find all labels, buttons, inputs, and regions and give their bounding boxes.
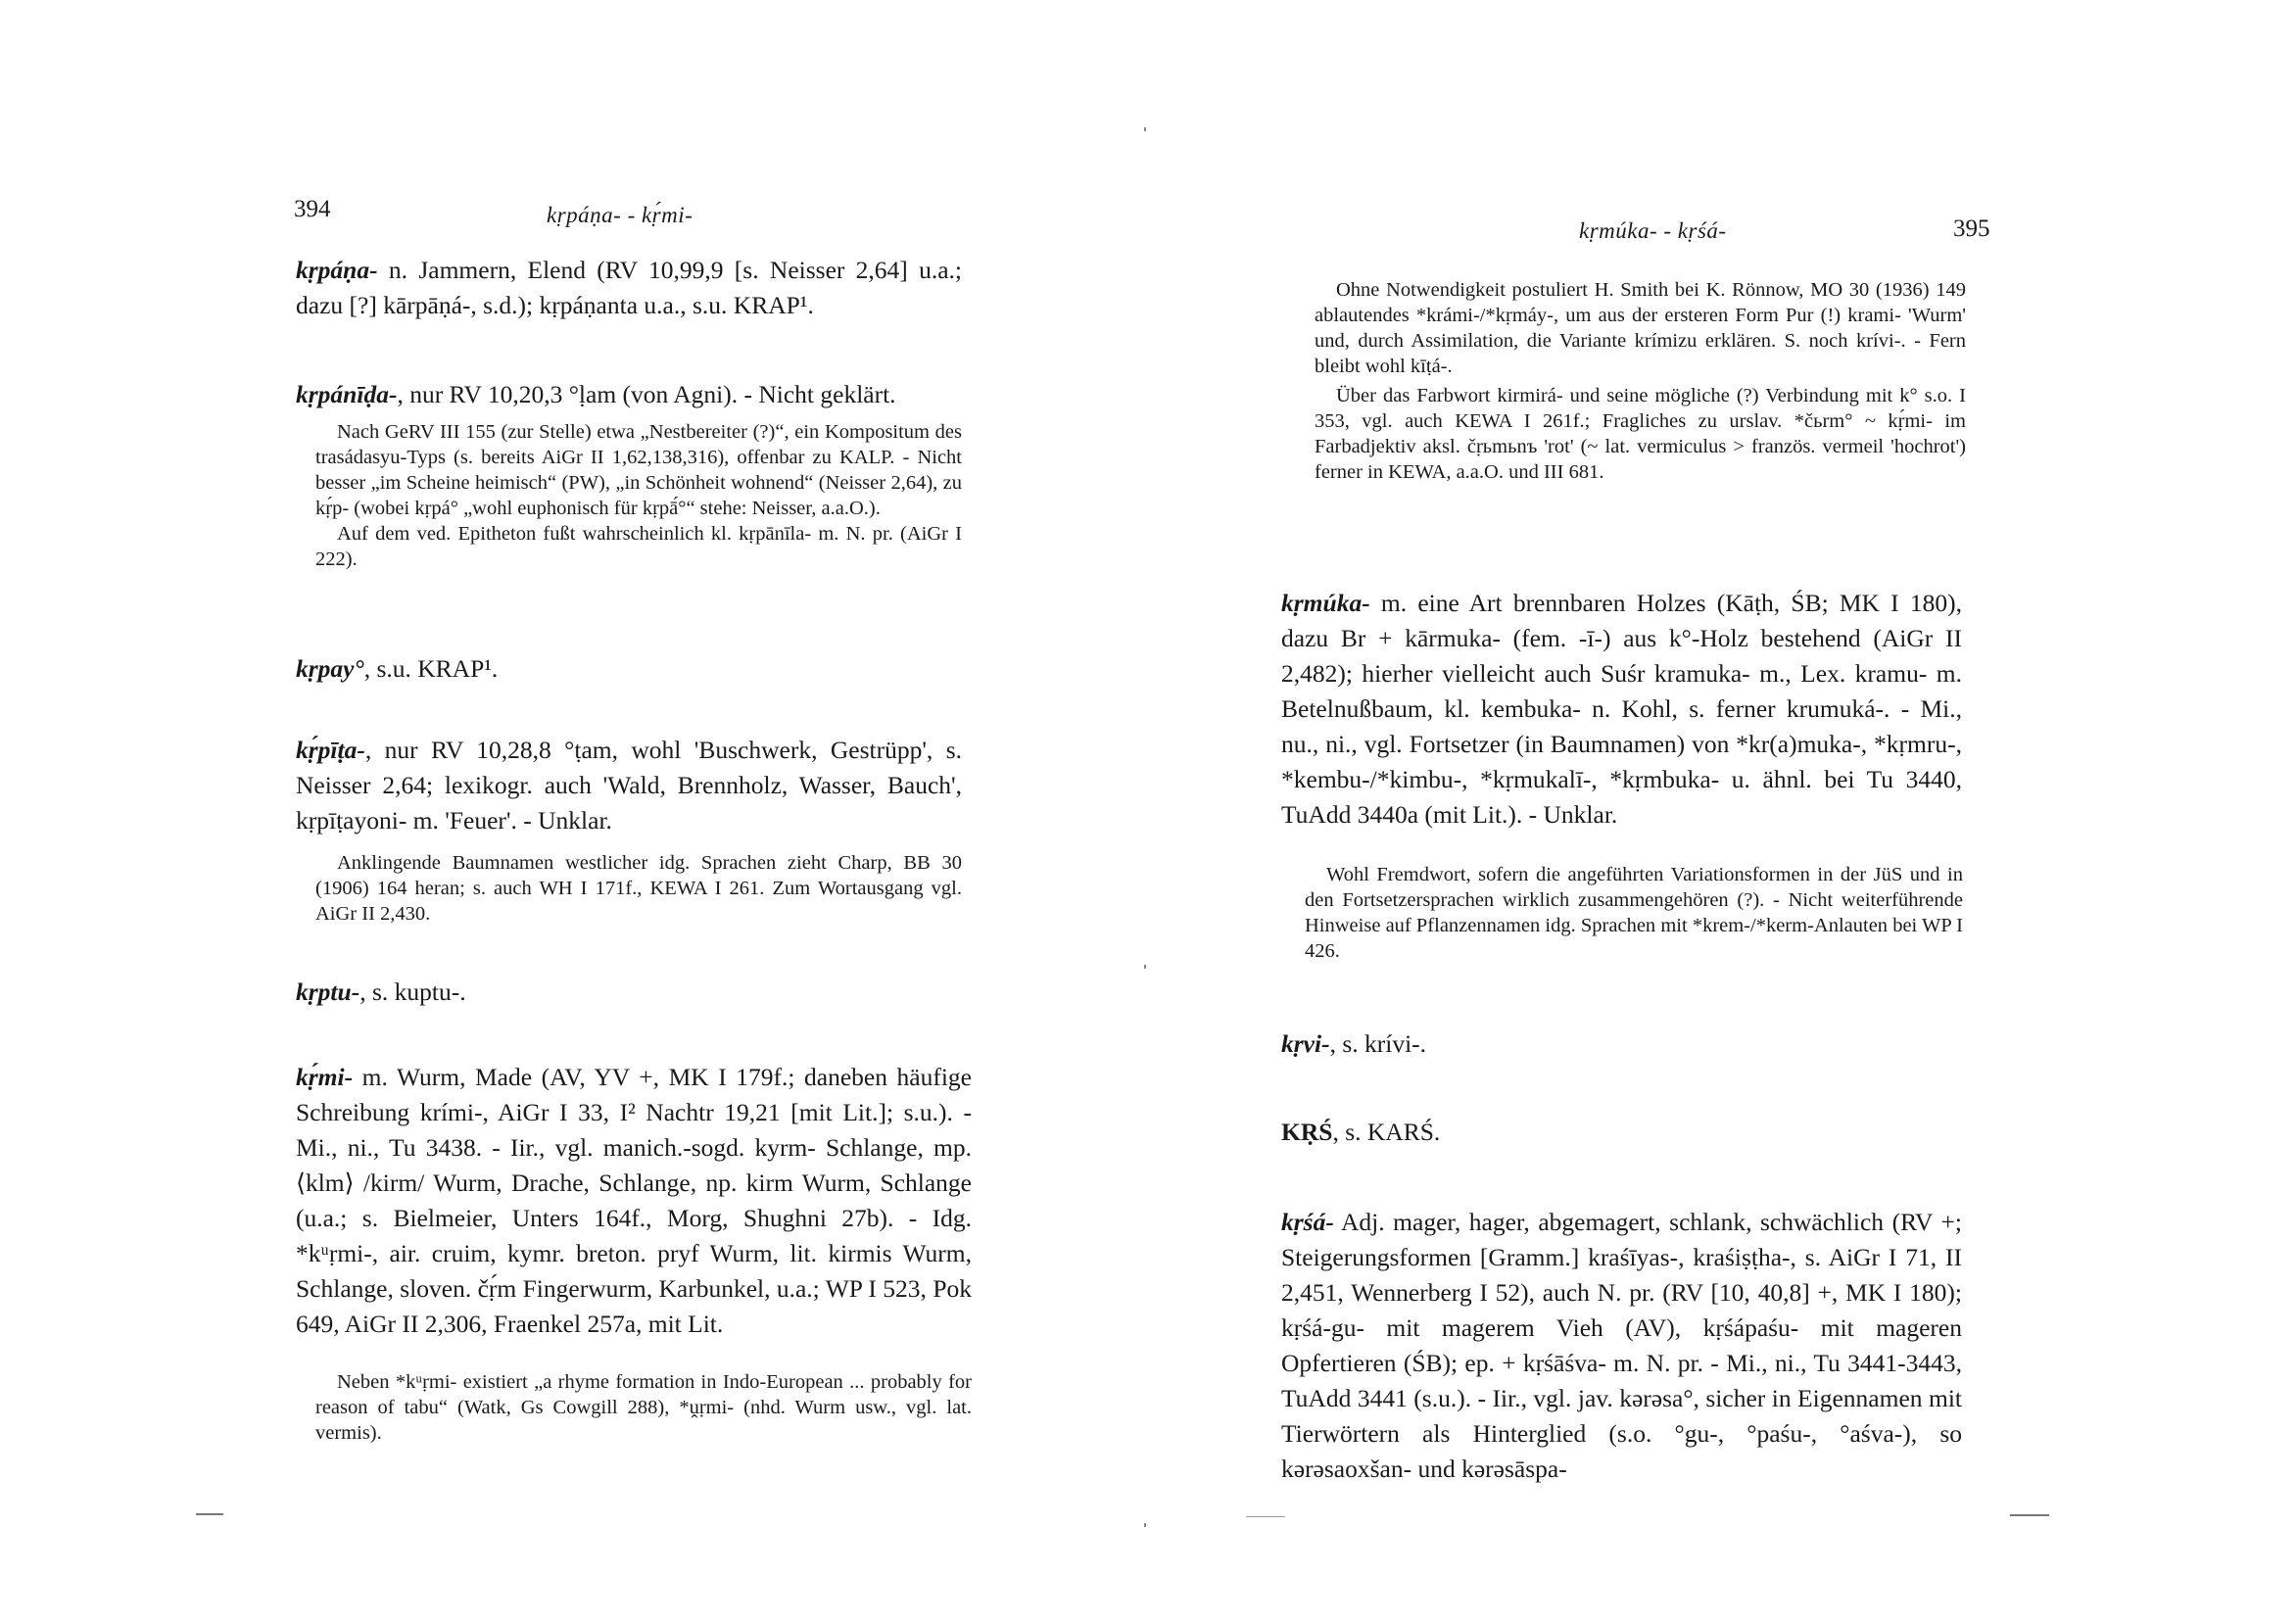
headword: kṛpay° <box>296 654 364 683</box>
entry-krsa <box>1281 1205 1962 1487</box>
entry-krmuka <box>1281 586 1962 833</box>
entry-text: , s.u. KRAP¹. <box>363 654 499 683</box>
left-running-head: kṛpáṇa- - kṛ́mi- <box>547 203 694 227</box>
note-paragraph: Wohl Fremdwort, sofern die angeführten Variationsformen in der JüS und in den Fortsetzersprachen wirklich zusammengehören (?). - Nicht weiterführende Hinweise auf Pflanzennamen idg. Sprachen mit *krem-/*kerm-Anlauten bei WP I 426. <box>1305 864 1963 962</box>
entry-krs-root <box>1281 1115 1957 1150</box>
entry-text: , nur RV 10,28,8 °ṭam, wohl 'Buschwerk, Gestrüpp', s. Neisser 2,64; lexikogr. auch 'Wald, Brennholz, Wasser, Bauch', kṛpīṭayoni- m. 'Feuer'. - Unklar. <box>296 736 962 835</box>
headword: kṛvi- <box>1281 1029 1330 1058</box>
entry-text: Adj. mager, hager, abgemagert, schlank, schwächlich (RV +; Steigerungsformen [Gramm.] kraśīyas-, kraśiṣṭha-, s. AiGr I 71, II 2,451, Wennerberg I 52), auch N. pr. (RV [10, 40,8] +, MK I 180); kṛśá-gu- mit magerem Vieh (AV), kṛśápaśu- mit mageren Opfertieren (ŚB); ep. + kṛśāśva- m. N. pr. - Mi., ni., Tu 3441-3443, TuAdd 3441 (s.u.). - Iir., vgl. jav. kərəsa°, sicher in Eigennamen mit Tierwörtern als Hinterglied (s.o. °gu-, °paśu-, °aśva-), so kərəsaoxšan- und kərəsāspa- <box>1281 1208 1963 1483</box>
scan-mark <box>2010 1514 2049 1516</box>
note-paragraph: Anklingende Baumnamen westlicher idg. Sprachen zieht Charp, BB 30 (1906) 164 heran; s. auch WH I 171f., KEWA I 261. Zum Wortausgang vgl. AiGr II 2,430. <box>315 852 962 925</box>
headword: kṛmúka- <box>1281 589 1370 617</box>
right-running-head: kṛmúka- - kṛśá- <box>1579 218 1727 243</box>
entry-text: , s. kuptu-. <box>359 978 466 1006</box>
headword: kṛpánīḍa- <box>296 380 398 408</box>
headword: kṛ́pīṭa- <box>296 736 365 764</box>
entry-krmi <box>296 1060 972 1342</box>
entry-text: m. eine Art brennbaren Holzes (Kāṭh, ŚB; MK I 180), dazu Br + kārmuka- (fem. -ī-) aus k°-Holz bestehend (AiGr II 2,482); hierher vielleicht auch Suśr kramuka- m., Lex. kramu- m. Betelnußbaum, kl. kembuka- n. Kohl, s. ferner krumuká-. - Mi., nu., ni., vgl. Fortsetzer (in Baumnamen) von *kr(a)muka-, *kṛmru-, *kembu-/*kimbu-, *kṛmukalī-, *kṛmbuka- u. ähnl. bei Tu 3440, TuAdd 3440a (mit Lit.). - Unklar. <box>1281 589 1963 829</box>
scan-mark <box>1246 1516 1285 1517</box>
headword: kṛptu- <box>296 978 360 1006</box>
right-page <box>1148 0 2296 1622</box>
entry-text: n. Jammern, Elend (RV 10,99,9 [s. Neisser 2,64] u.a.; dazu [?] kārpāṇá-, s.d.); kṛpáṇanta u.a., s.u. KRAP¹. <box>296 256 963 319</box>
headword: kṛpáṇa- <box>296 256 378 284</box>
entry-krptu <box>296 975 962 1010</box>
entry-krpita <box>296 733 962 838</box>
entry-krpay <box>296 651 962 687</box>
note-paragraph: Über das Farbwort kirmirá- und seine mögliche (?) Verbindung mit k° s.o. I 353, vgl. auch KEWA I 261f.; Fragliches zu urslav. *čьrm° ~ kṛ́mi- im Farbadjektiv aksl. čṛьmьnъ 'rot' (~ lat. vermiculus > französ. vermeil 'hochrot') ferner in KEWA, a.a.O. und III 681. <box>1315 385 1966 483</box>
entry-text: , s. krívi-. <box>1329 1029 1427 1058</box>
note-krpita <box>315 850 962 927</box>
headword: kṛśá- <box>1281 1208 1334 1236</box>
note-krmuka <box>1305 862 1963 964</box>
headword: kṛ́mi- <box>296 1063 354 1091</box>
left-page-number: 394 <box>294 196 331 222</box>
headword: KṚŚ <box>1281 1118 1333 1146</box>
scan-mark <box>196 1513 223 1515</box>
entry-krvi <box>1281 1026 1957 1062</box>
scan-speck <box>1144 965 1146 969</box>
right-page-number: 395 <box>1953 215 1990 242</box>
opening-note <box>1315 277 1966 485</box>
note-paragraph: Nach GeRV III 155 (zur Stelle) etwa „Nestbereiter (?)“, ein Kompositum des trasádasyu-Typs (s. bereits AiGr II 1,62,138,316), offenbar zu KALP. - Nicht besser „im Scheine heimisch“ (PW), „in Schönheit wohnend“ (Neisser 2,64), zu kṛ́p- (wobei kṛpá° „wohl euphonisch für kṛpā́°“ stehe: Neisser, a.a.O.). <box>315 421 962 519</box>
scan-speck <box>1144 1523 1146 1527</box>
note-paragraph: Neben *kᵘṛmi- existiert „a rhyme formation in Indo-European ... probably for reason of tabu“ (Watk, Gs Cowgill 288), *ṷṛmi- (nhd. Wurm usw., vgl. lat. vermis). <box>315 1371 972 1444</box>
entry-text: , nur RV 10,20,3 °ḷam (von Agni). - Nicht geklärt. <box>397 380 896 408</box>
entry-text: m. Wurm, Made (AV, YV +, MK I 179f.; daneben häufige Schreibung krími-, AiGr I 33, I² Nachtr 19,21 [mit Lit.]; s.u.). - Mi., ni., Tu 3438. - Iir., vgl. manich.-sogd. kyrm- Schlange, mp. ⟨klm⟩ /kirm/ Wurm, Drache, Schlange, np. kirm Wurm, Schlange (u.a.; s. Bielmeier, Unters 164f., Morg, Shughni 27b). - Idg. *kᵘṛmi-, air. cruim, kymr. breton. pryf Wurm, lit. kirmis Wurm, Schlange, sloven. čṛ́m Fingerwurm, Karbunkel, u.a.; WP I 523, Pok 649, AiGr II 2,306, Fraenkel 257a, mit Lit. <box>296 1063 973 1338</box>
note-krpanida <box>315 419 962 572</box>
entry-krpana <box>296 253 962 323</box>
note-paragraph: Ohne Notwendigkeit postuliert H. Smith bei K. Rönnow, MO 30 (1936) 149 ablautendes *krámi-/*kṛmáy-, um aus der ersteren Form Pur (!) krami- 'Wurm' und, durch Assimilation, die Variante krímizu erklären. S. noch krívi-. - Fern bleibt wohl kīṭá-. <box>1315 279 1966 377</box>
scan-speck <box>1144 127 1146 131</box>
entry-text: , s. KARŚ. <box>1332 1118 1441 1146</box>
note-krmi <box>315 1369 972 1446</box>
entry-krpanida <box>296 377 962 412</box>
note-paragraph: Auf dem ved. Epitheton fußt wahrscheinlich kl. kṛpānīla- m. N. pr. (AiGr I 222). <box>315 523 962 570</box>
